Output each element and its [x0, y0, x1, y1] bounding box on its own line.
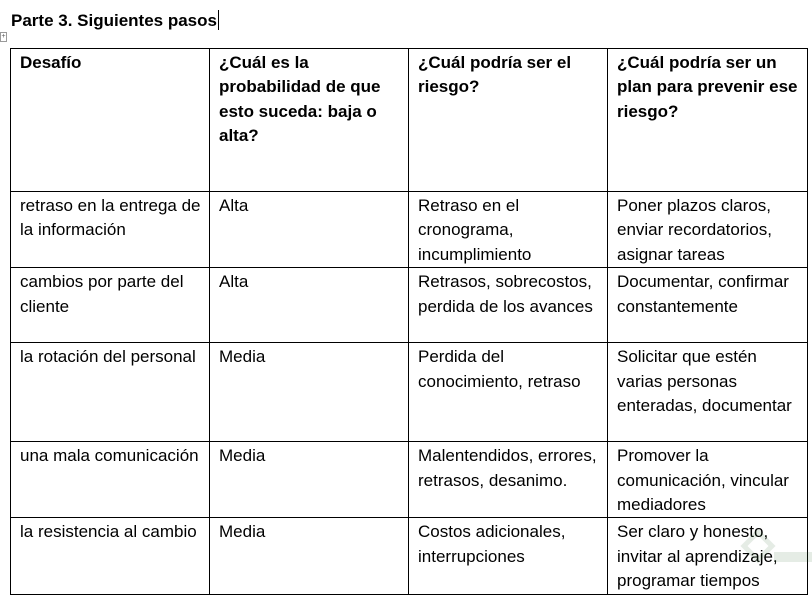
heading-text: Parte 3. Siguientes pasos — [11, 11, 217, 30]
cell-plan[interactable]: Documentar, confirmar constantemente — [608, 268, 808, 343]
cell-challenge[interactable]: una mala comunicación — [11, 442, 210, 518]
table-row — [11, 192, 808, 268]
cell-challenge[interactable]: retraso en la entrega de la información — [11, 192, 210, 268]
cell-challenge[interactable]: cambios por parte del cliente — [11, 268, 210, 343]
cell-risk[interactable]: Malentendidos, errores, retrasos, desanimo. — [409, 442, 608, 518]
table-header-row — [11, 49, 808, 192]
table-row — [11, 343, 808, 442]
cell-probability[interactable]: Alta — [210, 192, 409, 268]
cell-challenge[interactable]: la resistencia al cambio — [11, 518, 210, 594]
cell-probability[interactable]: Media — [210, 442, 409, 518]
cell-plan[interactable]: Ser claro y honesto, invitar al aprendizaje, programar tiempos — [608, 518, 808, 594]
text-cursor — [218, 10, 219, 30]
cell-probability[interactable]: Media — [210, 343, 409, 442]
cell-probability[interactable]: Media — [210, 518, 409, 594]
cell-risk[interactable]: Retraso en el cronograma, incumplimiento — [409, 192, 608, 268]
header-risk[interactable]: ¿Cuál podría ser el riesgo? — [409, 49, 608, 192]
table-row — [11, 442, 808, 518]
header-challenge[interactable]: Desafío — [11, 49, 210, 192]
cell-plan[interactable]: Promover la comunicación, vincular mediadores — [608, 442, 808, 518]
document-heading — [11, 10, 219, 32]
header-prevention-plan[interactable]: ¿Cuál podría ser un plan para prevenir ese riesgo? — [608, 49, 808, 192]
cell-plan[interactable]: Solicitar que estén varias personas enteradas, documentar — [608, 343, 808, 442]
cell-plan[interactable]: Poner plazos claros, enviar recordatorios, asignar tareas — [608, 192, 808, 268]
table-row — [11, 268, 808, 343]
cell-probability[interactable]: Alta — [210, 268, 409, 343]
cell-risk[interactable]: Perdida del conocimiento, retraso — [409, 343, 608, 442]
cell-challenge[interactable]: la rotación del personal — [11, 343, 210, 442]
header-probability[interactable]: ¿Cuál es la probabilidad de que esto suceda: baja o alta? — [210, 49, 409, 192]
cell-risk[interactable]: Costos adicionales, interrupciones — [409, 518, 608, 594]
cell-risk[interactable]: Retrasos, sobrecostos, perdida de los avances — [409, 268, 608, 343]
table-row — [11, 518, 808, 594]
table-move-handle-icon[interactable]: + — [1, 33, 6, 40]
risk-table — [10, 48, 808, 595]
